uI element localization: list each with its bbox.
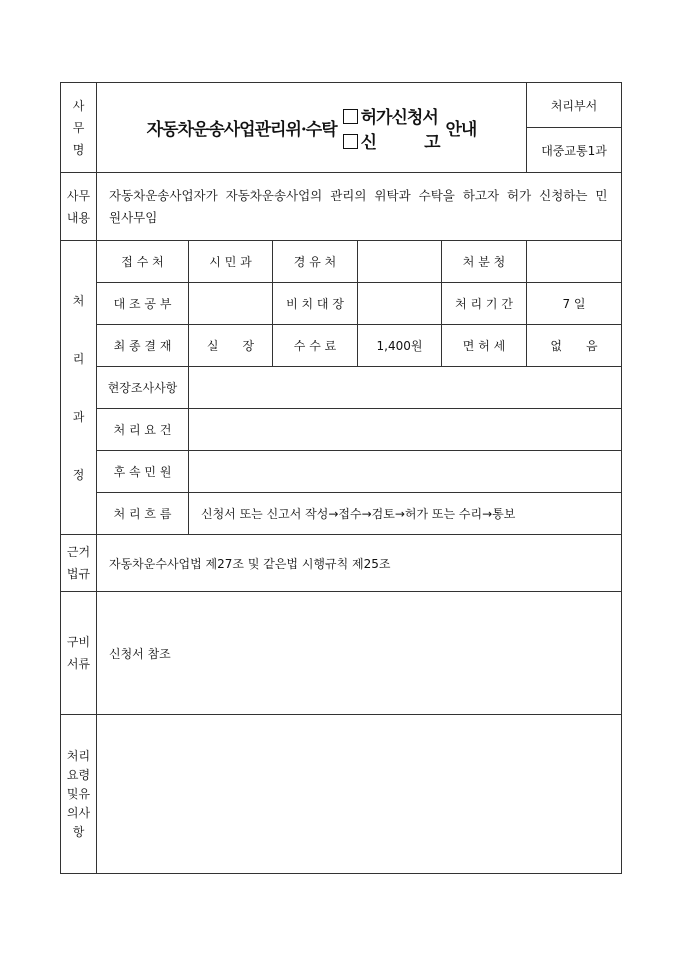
cell	[358, 283, 442, 325]
title-suffix: 안내	[445, 120, 477, 140]
documents-text: 신청서 참조	[97, 592, 622, 715]
side-label-notes: 처리요령및유의사항	[61, 715, 97, 874]
cell: 7 일	[527, 283, 622, 325]
flow-value: 신청서 또는 신고서 작성→접수→검토→허가 또는 수리→통보	[189, 493, 622, 535]
title-text: 자동차운송사업관리위·수탁	[146, 120, 337, 140]
cell: 대 조 공 부	[97, 283, 189, 325]
option-permit: 허가신청서	[360, 107, 438, 128]
cell: 시 민 과	[189, 241, 273, 283]
flow-label: 처 리 흐 름	[97, 493, 189, 535]
cell	[358, 241, 442, 283]
cell: 없 음	[527, 325, 622, 367]
cell: 실 장	[189, 325, 273, 367]
form-title	[97, 83, 527, 173]
requirements-label: 처 리 요 건	[97, 409, 189, 451]
follow-up-value	[189, 451, 622, 493]
cell: 비 치 대 장	[273, 283, 358, 325]
content-text: 자동차운송사업자가 자동차운송사업의 관리의 위탁과 수탁을 하고자 허가 신청하는 민원사무임	[97, 173, 622, 241]
side-label-name: 사무명	[61, 83, 97, 173]
cell: 처 리 기 간	[442, 283, 527, 325]
guide-form	[60, 82, 622, 874]
follow-up-label: 후 속 민 원	[97, 451, 189, 493]
cell: 접 수 처	[97, 241, 189, 283]
checkbox-report[interactable]	[343, 134, 358, 149]
side-label-process: 처리과정	[61, 241, 97, 535]
basis-text: 자동차운수사업법 제27조 및 같은법 시행규칙 제25조	[97, 535, 622, 592]
dept-value: 대중교통1과	[527, 128, 622, 173]
cell: 1,400원	[358, 325, 442, 367]
field-survey-label: 현장조사사항	[97, 367, 189, 409]
requirements-value	[189, 409, 622, 451]
option-report-b: 고	[424, 132, 440, 153]
field-survey-value	[189, 367, 622, 409]
cell: 면 허 세	[442, 325, 527, 367]
cell: 최 종 결 재	[97, 325, 189, 367]
dept-label: 처리부서	[527, 83, 622, 128]
cell	[527, 241, 622, 283]
side-label-documents: 구비서류	[61, 592, 97, 715]
side-label-basis: 근거법규	[61, 535, 97, 592]
side-label-content: 사무내용	[61, 173, 97, 241]
option-report-a: 신	[360, 132, 377, 153]
checkbox-permit[interactable]	[343, 109, 358, 124]
notes-text	[97, 715, 622, 874]
cell: 경 유 처	[273, 241, 358, 283]
cell: 수 수 료	[273, 325, 358, 367]
cell	[189, 283, 273, 325]
cell: 처 분 청	[442, 241, 527, 283]
